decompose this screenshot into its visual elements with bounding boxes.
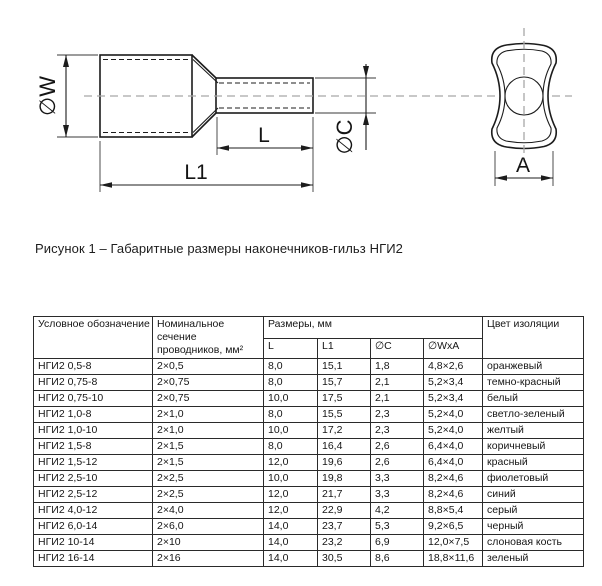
cell-l1: 15,7 — [318, 375, 371, 391]
cell-c: 2,1 — [371, 391, 424, 407]
cell-designation: НГИ2 1,0-10 — [34, 423, 153, 439]
cell-l1: 21,7 — [318, 487, 371, 503]
cell-designation: НГИ2 1,5-8 — [34, 439, 153, 455]
cell-wxa: 18,8×11,6 — [424, 551, 483, 567]
table-row — [34, 503, 584, 519]
cell-l: 10,0 — [264, 471, 318, 487]
col-header-c: ∅C — [371, 339, 424, 359]
cell-designation: НГИ2 0,75-8 — [34, 375, 153, 391]
cell-l: 8,0 — [264, 375, 318, 391]
dim-l1-label: L1 — [184, 161, 208, 184]
cell-wxa: 6,4×4,0 — [424, 455, 483, 471]
cell-c: 5,3 — [371, 519, 424, 535]
cell-color: коричневый — [483, 439, 584, 455]
cell-c: 6,9 — [371, 535, 424, 551]
cell-l1: 17,2 — [318, 423, 371, 439]
cell-c: 3,3 — [371, 487, 424, 503]
cell-wxa: 8,2×4,6 — [424, 487, 483, 503]
cell-l1: 19,6 — [318, 455, 371, 471]
col-header-color: Цвет изоляции — [483, 317, 584, 359]
cell-l: 14,0 — [264, 535, 318, 551]
cell-l1: 23,2 — [318, 535, 371, 551]
cell-c: 4,2 — [371, 503, 424, 519]
dim-l1 — [100, 141, 313, 192]
cell-l: 10,0 — [264, 423, 318, 439]
cell-l: 8,0 — [264, 407, 318, 423]
cell-section: 2×1,5 — [153, 455, 264, 471]
cell-designation: НГИ2 16-14 — [34, 551, 153, 567]
cell-wxa: 8,2×4,6 — [424, 471, 483, 487]
cell-l1: 15,1 — [318, 359, 371, 375]
cell-designation: НГИ2 10-14 — [34, 535, 153, 551]
cell-l1: 17,5 — [318, 391, 371, 407]
cell-color: зеленый — [483, 551, 584, 567]
cell-wxa: 5,2×4,0 — [424, 407, 483, 423]
cell-color: красный — [483, 455, 584, 471]
col-header-wxa: ∅WxA — [424, 339, 483, 359]
cell-l: 14,0 — [264, 551, 318, 567]
cell-color: серый — [483, 503, 584, 519]
cell-l: 14,0 — [264, 519, 318, 535]
cell-c: 2,3 — [371, 423, 424, 439]
cell-wxa: 5,2×4,0 — [424, 423, 483, 439]
cell-designation: НГИ2 1,5-12 — [34, 455, 153, 471]
cell-c: 2,6 — [371, 439, 424, 455]
cell-designation: НГИ2 6,0-14 — [34, 519, 153, 535]
cell-section: 2×2,5 — [153, 487, 264, 503]
cell-l: 12,0 — [264, 487, 318, 503]
table-row — [34, 455, 584, 471]
cell-designation: НГИ2 1,0-8 — [34, 407, 153, 423]
cell-wxa: 12,0×7,5 — [424, 535, 483, 551]
table-row — [34, 439, 584, 455]
cell-designation: НГИ2 2,5-10 — [34, 471, 153, 487]
cell-section: 2×2,5 — [153, 471, 264, 487]
cell-designation: НГИ2 2,5-12 — [34, 487, 153, 503]
cell-color: оранжевый — [483, 359, 584, 375]
table-row — [34, 535, 584, 551]
cell-color: слоновая кость — [483, 535, 584, 551]
cell-color: светло-зеленый — [483, 407, 584, 423]
cell-l1: 16,4 — [318, 439, 371, 455]
cell-section: 2×1,5 — [153, 439, 264, 455]
cell-c: 2,3 — [371, 407, 424, 423]
col-header-l1: L1 — [318, 339, 371, 359]
cross-section-view — [492, 28, 557, 162]
cell-section: 2×1,0 — [153, 407, 264, 423]
cell-wxa: 6,4×4,0 — [424, 439, 483, 455]
table-row — [34, 423, 584, 439]
col-header-l: L — [264, 339, 318, 359]
col-header-dimensions: Размеры, мм — [264, 317, 483, 339]
table-row — [34, 519, 584, 535]
cell-l1: 23,7 — [318, 519, 371, 535]
dim-c-label: ∅C — [332, 119, 357, 155]
cell-c: 2,1 — [371, 375, 424, 391]
cell-section: 2×1,0 — [153, 423, 264, 439]
table-body — [34, 359, 584, 567]
table-row — [34, 487, 584, 503]
cell-section: 2×6,0 — [153, 519, 264, 535]
dim-a-label: A — [515, 154, 531, 177]
cell-wxa: 5,2×3,4 — [424, 375, 483, 391]
dimension-drawing — [0, 0, 602, 230]
cell-l1: 22,9 — [318, 503, 371, 519]
cell-section: 2×4,0 — [153, 503, 264, 519]
dim-l — [217, 117, 313, 192]
col-header-section: Номинальное сечение проводников, мм² — [153, 317, 264, 359]
dim-l-label: L — [258, 124, 270, 147]
cell-wxa: 9,2×6,5 — [424, 519, 483, 535]
dim-w-label: ∅W — [35, 76, 60, 116]
table-row — [34, 551, 584, 567]
cell-l: 12,0 — [264, 503, 318, 519]
cell-section: 2×0,75 — [153, 375, 264, 391]
cell-color: фиолетовый — [483, 471, 584, 487]
table-row — [34, 407, 584, 423]
cell-l: 10,0 — [264, 391, 318, 407]
cell-l1: 30,5 — [318, 551, 371, 567]
cell-color: темно-красный — [483, 375, 584, 391]
cell-l1: 15,5 — [318, 407, 371, 423]
cell-c: 3,3 — [371, 471, 424, 487]
cell-wxa: 5,2×3,4 — [424, 391, 483, 407]
cell-color: желтый — [483, 423, 584, 439]
cell-color: черный — [483, 519, 584, 535]
cell-section: 2×0,5 — [153, 359, 264, 375]
cell-color: белый — [483, 391, 584, 407]
cell-l1: 19,8 — [318, 471, 371, 487]
cell-c: 8,6 — [371, 551, 424, 567]
cell-color: синий — [483, 487, 584, 503]
cell-designation: НГИ2 0,75-10 — [34, 391, 153, 407]
cell-designation: НГИ2 4,0-12 — [34, 503, 153, 519]
cell-section: 2×16 — [153, 551, 264, 567]
dimensions-table — [33, 316, 584, 567]
cell-section: 2×0,75 — [153, 391, 264, 407]
cell-designation: НГИ2 0,5-8 — [34, 359, 153, 375]
cell-l: 8,0 — [264, 439, 318, 455]
table-row — [34, 471, 584, 487]
dim-c — [315, 64, 376, 155]
cell-l: 12,0 — [264, 455, 318, 471]
table-row — [34, 391, 584, 407]
table-row — [34, 375, 584, 391]
table-row — [34, 359, 584, 375]
cell-c: 1,8 — [371, 359, 424, 375]
dim-a — [495, 151, 553, 186]
figure-caption: Рисунок 1 – Габаритные размеры наконечников-гильз НГИ2 — [35, 241, 403, 256]
cell-wxa: 4,8×2,6 — [424, 359, 483, 375]
table-header — [34, 317, 584, 359]
cell-c: 2,6 — [371, 455, 424, 471]
col-header-designation: Условное обозначение — [34, 317, 153, 359]
cell-section: 2×10 — [153, 535, 264, 551]
cell-wxa: 8,8×5,4 — [424, 503, 483, 519]
cell-l: 8,0 — [264, 359, 318, 375]
